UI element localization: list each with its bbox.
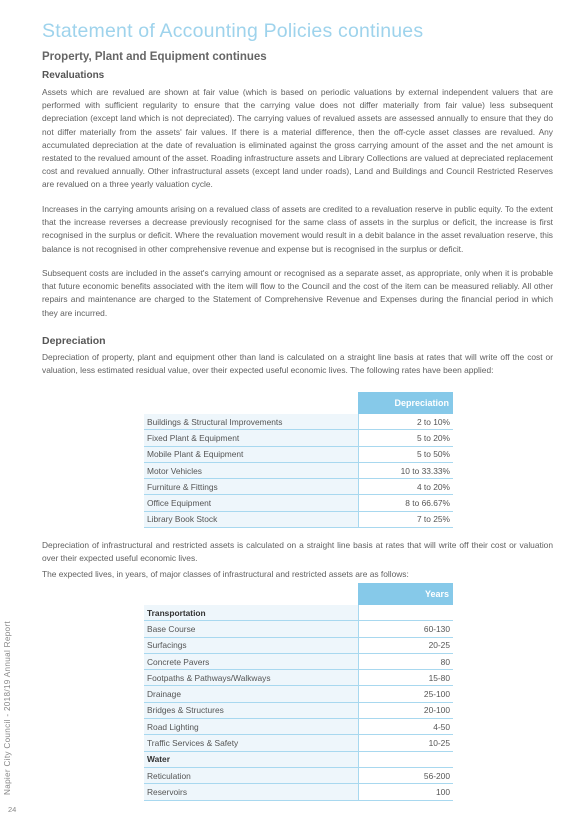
revaluations-paragraph-3: Subsequent costs are included in the asset's carrying amount or recognised as a separate asset, as appropriate, only when it is probable that future economic benefits associated with the item will flow to the Council and the cost of the item can be measured reliably. All other repairs and maintenance are charged to the Statement of Comprehensive Revenue and Expenses during the financial period in which they are incurred. — [42, 268, 553, 318]
table-row — [144, 686, 453, 702]
row-value: 20-25 — [358, 637, 453, 653]
group-value-empty — [358, 751, 453, 767]
section-subtitle: Property, Plant and Equipment continues — [42, 51, 267, 63]
row-label: Road Lighting — [144, 719, 358, 735]
row-value: 100 — [358, 784, 453, 800]
row-value: 10-25 — [358, 735, 453, 751]
row-label: Reticulation — [144, 767, 358, 783]
expected-lives-paragraph: The expected lives, in years, of major classes of infrastructural and restricted assets are as follows: — [42, 569, 409, 579]
row-label: Fixed Plant & Equipment — [144, 430, 358, 446]
table-row — [144, 653, 453, 669]
group-label-transportation: Transportation — [144, 605, 358, 621]
depreciation-heading: Depreciation — [42, 335, 106, 347]
table-row — [144, 670, 453, 686]
table-group-row — [144, 751, 453, 767]
row-value: 5 to 20% — [358, 430, 453, 446]
table-row — [144, 511, 453, 527]
table-row — [144, 735, 453, 751]
row-label: Surfacings — [144, 637, 358, 653]
infrastructure-depreciation-paragraph: Depreciation of infrastructural and restricted assets is calculated on a straight line basis at rates that will write off their cost or valuation over their expected useful economic lives. — [42, 540, 553, 564]
row-value: 4-50 — [358, 719, 453, 735]
row-value: 8 to 66.67% — [358, 495, 453, 511]
row-label: Concrete Pavers — [144, 653, 358, 669]
table-group-row — [144, 605, 453, 621]
revaluations-paragraph-2: Increases in the carrying amounts arising on a revalued class of assets are credited to a revaluation reserve in public equity. To the extent that the increase reverses a decrease previously recognised for the same class of assets in the surplus or deficit, the increase is first recognised in the surplus or deficit. Where the revaluation movement would result in a debit balance in the asset revaluation reserve, this balance is not recognised in other comprehensive revenue and expense but is recognised in the surplus or deficit. — [42, 204, 553, 254]
table-row — [144, 767, 453, 783]
table-header-depreciation: Depreciation — [358, 392, 453, 414]
table-header-blank — [144, 392, 358, 414]
row-label: Office Equipment — [144, 495, 358, 511]
row-value: 15-80 — [358, 670, 453, 686]
table-row — [144, 446, 453, 462]
row-label: Footpaths & Pathways/Walkways — [144, 670, 358, 686]
row-label: Motor Vehicles — [144, 462, 358, 478]
table-row — [144, 462, 453, 478]
depreciation-rates-table — [144, 392, 453, 528]
table-row — [144, 637, 453, 653]
page-title: Statement of Accounting Policies continues — [42, 20, 424, 42]
page-number: 24 — [8, 805, 17, 814]
table-row — [144, 430, 453, 446]
row-value: 10 to 33.33% — [358, 462, 453, 478]
table-row — [144, 414, 453, 430]
row-label: Reservoirs — [144, 784, 358, 800]
row-value: 2 to 10% — [358, 414, 453, 430]
depreciation-intro: Depreciation of property, plant and equipment other than land is calculated on a straight line basis at rates that will write off the cost or valuation, less estimated residual value, over their expected useful economic lives. The following rates have been applied: — [42, 352, 553, 376]
row-value: 60-130 — [358, 621, 453, 637]
group-value-empty — [358, 605, 453, 621]
table-row — [144, 784, 453, 800]
row-label: Buildings & Structural Improvements — [144, 414, 358, 430]
row-label: Library Book Stock — [144, 511, 358, 527]
expected-lives-table — [144, 583, 453, 801]
table-row — [144, 621, 453, 637]
row-label: Furniture & Fittings — [144, 479, 358, 495]
row-value: 56-200 — [358, 767, 453, 783]
table-row — [144, 495, 453, 511]
row-value: 20-100 — [358, 702, 453, 718]
report-side-label: Napier City Council - 2018/19 Annual Report — [3, 620, 12, 795]
row-value: 80 — [358, 653, 453, 669]
table-row — [144, 702, 453, 718]
row-label: Mobile Plant & Equipment — [144, 446, 358, 462]
row-value: 25-100 — [358, 686, 453, 702]
row-label: Base Course — [144, 621, 358, 637]
row-label: Traffic Services & Safety — [144, 735, 358, 751]
revaluations-paragraph-1: Assets which are revalued are shown at fair value (which is based on periodic valuations by external independent valuers that are performed with sufficient regularity to ensure that the carrying value does not differ materially from fair value) less subsequent depreciation (except land which is not depreciated). The carrying values of revalued assets are assessed annually to ensure that they do not differ materially from the assets' fair values. If there is a material difference, then the off-cycle asset classes are revalued. Any accumulated depreciation at the date of revaluation is eliminated against the gross carrying amount of the asset and the net amount is restated to the revalued amount of the asset. Roading infrastructure assets and Library Collections are valued at depreciated replacement cost and revalued annually. Other infrastructural assets (except land under roads), Land and Buildings and Council Restricted Reserves are revalued on a three yearly valuation cycle. — [42, 87, 553, 190]
row-value: 7 to 25% — [358, 511, 453, 527]
group-label-water: Water — [144, 751, 358, 767]
revaluations-heading: Revaluations — [42, 70, 105, 81]
row-label: Drainage — [144, 686, 358, 702]
table-row — [144, 719, 453, 735]
row-value: 4 to 20% — [358, 479, 453, 495]
row-label: Bridges & Structures — [144, 702, 358, 718]
table-header-blank — [144, 583, 358, 605]
row-value: 5 to 50% — [358, 446, 453, 462]
table-header-years: Years — [358, 583, 453, 605]
table-row — [144, 479, 453, 495]
